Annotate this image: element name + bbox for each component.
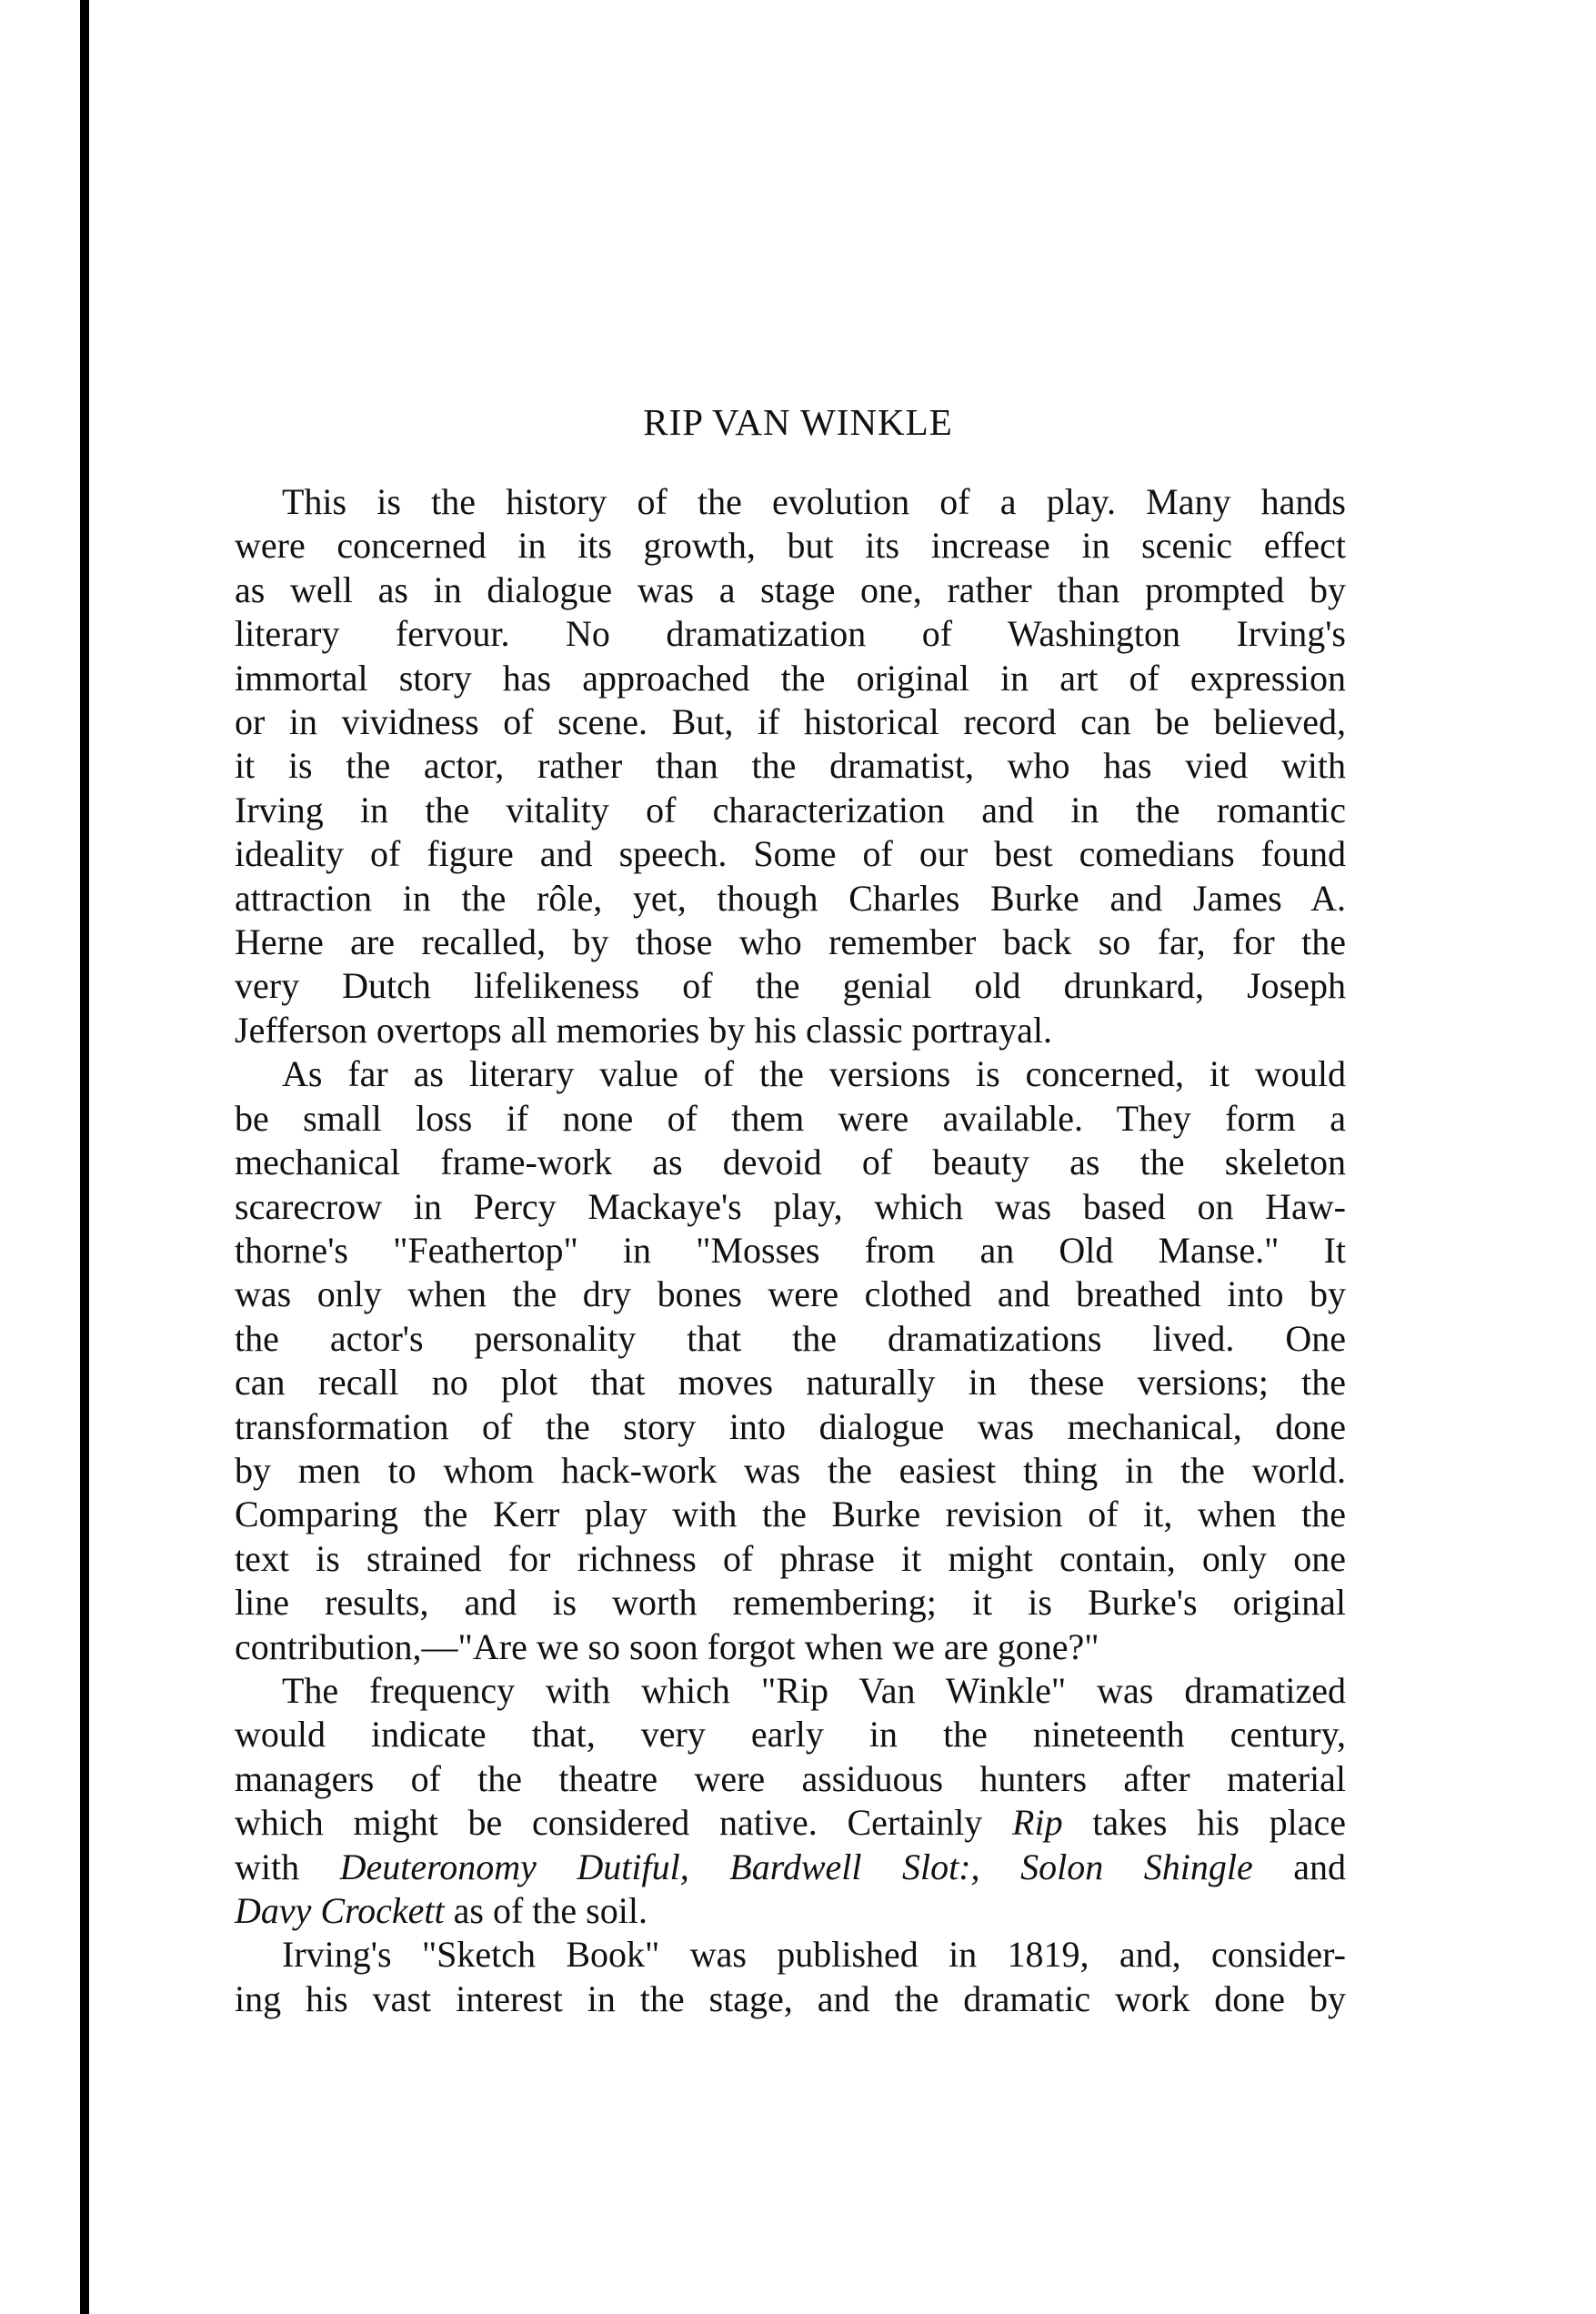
text-line: be small loss if none of them were available. They form a (235, 1097, 1346, 1139)
text-line: the actor's personality that the dramatizations lived. One (235, 1317, 1346, 1359)
text-run: with (235, 1846, 340, 1887)
italic-title: Bardwell Slot:, (729, 1846, 980, 1887)
text-line: or in vividness of scene. But, if historical record can be believed, (235, 701, 1346, 743)
text-line: Jefferson overtops all memories by his classic portrayal. (235, 1009, 1053, 1051)
paragraph-4 (235, 1933, 1346, 2021)
text-line: would indicate that, very early in the nineteenth century, (235, 1714, 1346, 1756)
text-line: immortal story has approached the original in art of expression (235, 657, 1346, 699)
text-line: very Dutch lifelikeness of the genial old drunkard, Joseph (235, 965, 1346, 1007)
text-line: as well as in dialogue was a stage one, rather than prompted by (235, 568, 1346, 610)
binding-edge (80, 0, 89, 2314)
text-line: ing his vast interest in the stage, and the dramatic work done by (235, 1977, 1346, 2019)
italic-title: Solon Shingle (1020, 1846, 1253, 1887)
text-line: Irving's "Sketch Book" was published in 1819, and, consider- (282, 1934, 1346, 1976)
text-line: This is the history of the evolution of a play. Many hands (282, 481, 1346, 522)
text-line-mixed (235, 1801, 1346, 1845)
text-line: it is the actor, rather than the dramatist, who has vied with (235, 745, 1346, 787)
text-line: ideality of figure and speech. Some of our best comedians found (235, 833, 1346, 875)
text-line: were concerned in its growth, but its increase in scenic effect (235, 525, 1346, 567)
paragraph-2 (235, 1052, 1346, 1669)
text-line: attraction in the rôle, yet, though Charles Burke and James A. (235, 877, 1346, 919)
italic-title: Rip (1012, 1802, 1063, 1844)
text-line: The frequency with which "Rip Van Winkle" was dramatized (282, 1669, 1346, 1711)
italic-title: Deuteronomy Dutiful, (339, 1846, 689, 1887)
text-line: Irving in the vitality of characterization and in the romantic (235, 789, 1346, 830)
text-line-mixed (235, 1889, 1346, 1933)
text-line: As far as literary value of the versions is concerned, it would (282, 1053, 1346, 1095)
text-line: contribution,—"Are we so soon forgot when we are gone?" (235, 1625, 1099, 1667)
paragraph-3 (235, 1669, 1346, 1933)
text-line: text is strained for richness of phrase it might contain, only one (235, 1537, 1346, 1579)
text-line: line results, and is worth remembering; it is Burke's original (235, 1582, 1346, 1624)
text-line: transformation of the story into dialogue was mechanical, done (235, 1405, 1346, 1447)
text-run: which might be considered native. Certainly (235, 1802, 1013, 1844)
text-line: was only when the dry bones were clothed and breathed into by (235, 1273, 1346, 1315)
text-run: takes his place (1062, 1802, 1346, 1844)
body-text (235, 480, 1346, 2021)
text-line: literary fervour. No dramatization of Washington Irving's (235, 613, 1346, 655)
text-line: scarecrow in Percy Mackaye's play, which was based on Haw- (235, 1185, 1346, 1227)
page-title: RIP VAN WINKLE (643, 401, 953, 443)
text-line: mechanical frame-work as devoid of beauty as the skeleton (235, 1142, 1346, 1183)
text-line: by men to whom hack-work was the easiest thing in the world. (235, 1449, 1346, 1491)
italic-title: Davy Crockett (235, 1890, 445, 1931)
text-line-mixed (235, 1846, 1346, 1889)
text-line: managers of the theatre were assiduous hunters after material (235, 1757, 1346, 1799)
text-line: can recall no plot that moves naturally in these versions; the (235, 1362, 1346, 1403)
text-line: Herne are recalled, by those who remember back so far, for the (235, 921, 1346, 963)
text-run: and (1252, 1846, 1347, 1887)
text-run: as of the soil. (444, 1890, 647, 1931)
text-line: Comparing the Kerr play with the Burke revision of it, when the (235, 1494, 1346, 1535)
text-line: thorne's "Feathertop" in "Mosses from an Old Manse." It (235, 1229, 1346, 1271)
paragraph-1 (235, 480, 1346, 1052)
